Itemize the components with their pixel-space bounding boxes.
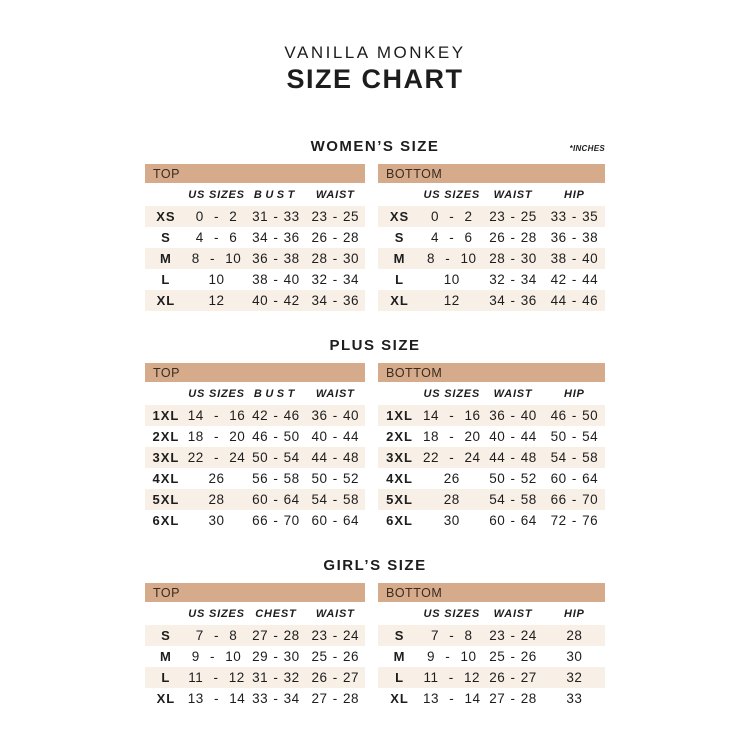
section-heading: PLUS SIZE <box>329 337 421 354</box>
table-title: TOP <box>153 365 180 380</box>
size-label: 5XL <box>386 492 413 507</box>
size-label: XS <box>389 209 410 224</box>
us-sizes-value: 22 - 24 <box>423 450 481 465</box>
table-row <box>378 625 605 646</box>
size-table-girls-top <box>145 583 365 709</box>
us-sizes-value: 28 <box>443 492 460 507</box>
size-label: 3XL <box>386 450 413 465</box>
table-body <box>378 206 605 311</box>
size-label: 1XL <box>386 408 413 423</box>
column-header: US SIZES <box>423 188 481 201</box>
column-header: WAIST <box>493 387 533 400</box>
table-title: BOTTOM <box>386 365 443 380</box>
measurement-value: 38 - 40 <box>252 272 300 287</box>
table-header-row <box>378 602 605 625</box>
tables-row <box>145 583 605 709</box>
measurement-value: 27 - 28 <box>252 628 300 643</box>
measurement-value: 34 - 36 <box>489 293 537 308</box>
section-heading-row <box>145 557 605 575</box>
measurement-value: 23 - 25 <box>311 209 360 224</box>
column-header: WAIST <box>493 607 533 620</box>
column-header: US SIZES <box>423 387 481 400</box>
size-table-plus-bottom <box>378 363 605 531</box>
column-header: CHEST <box>255 607 297 620</box>
size-label: M <box>393 251 406 266</box>
size-label: 6XL <box>386 513 413 528</box>
table-row <box>145 206 365 227</box>
measurement-value: 40 - 42 <box>252 293 300 308</box>
us-sizes-value: 9 - 10 <box>427 649 477 664</box>
size-label: S <box>394 230 405 245</box>
section-girls-size <box>145 557 605 709</box>
table-row <box>378 667 605 688</box>
table-title-bar <box>378 583 605 602</box>
table-row <box>378 269 605 290</box>
column-header: BUST <box>253 387 298 400</box>
size-label: 2XL <box>386 429 413 444</box>
measurement-value: 60 - 64 <box>489 513 537 528</box>
measurement-value: 28 - 30 <box>311 251 360 266</box>
size-label: L <box>161 670 171 685</box>
measurement-value: 27 - 28 <box>311 691 360 706</box>
table-header-row <box>145 183 365 206</box>
table-row <box>145 510 365 531</box>
us-sizes-value: 26 <box>443 471 460 486</box>
table-body <box>378 625 605 709</box>
measurement-value: 27 - 28 <box>489 691 537 706</box>
measurement-value: 44 - 46 <box>550 293 599 308</box>
column-header: US SIZES <box>188 188 245 201</box>
us-sizes-value: 22 - 24 <box>187 450 246 465</box>
us-sizes-value: 8 - 10 <box>191 251 242 266</box>
measurement-value: 32 - 34 <box>311 272 360 287</box>
measurement-value: 66 - 70 <box>550 492 599 507</box>
table-title-bar <box>145 363 365 382</box>
table-row <box>378 489 605 510</box>
table-title-bar <box>378 164 605 183</box>
column-header: HIP <box>563 387 585 400</box>
table-row <box>378 227 605 248</box>
measurement-value: 23 - 24 <box>489 628 537 643</box>
us-sizes-value: 10 <box>208 272 225 287</box>
size-label: L <box>395 670 405 685</box>
us-sizes-value: 4 - 6 <box>195 230 238 245</box>
brand-name: VANILLA MONKEY <box>284 43 466 62</box>
size-table-girls-bottom <box>378 583 605 709</box>
page-title: SIZE CHART <box>286 64 464 94</box>
table-row <box>378 468 605 489</box>
us-sizes-value: 26 <box>208 471 225 486</box>
column-header: WAIST <box>315 188 355 201</box>
measurement-value: 26 - 28 <box>311 230 360 245</box>
size-table-womens-top <box>145 164 365 311</box>
table-row <box>378 206 605 227</box>
column-header: WAIST <box>493 188 533 201</box>
table-title: BOTTOM <box>386 166 443 181</box>
measurement-value: 54 - 58 <box>550 450 599 465</box>
column-header: US SIZES <box>188 387 245 400</box>
table-row <box>378 447 605 468</box>
measurement-value: 72 - 76 <box>550 513 599 528</box>
measurement-value: 36 - 38 <box>252 251 300 266</box>
size-label: S <box>394 628 405 643</box>
measurement-value: 38 - 40 <box>550 251 599 266</box>
us-sizes-value: 18 - 20 <box>423 429 481 444</box>
measurement-value: 23 - 25 <box>489 209 537 224</box>
section-heading: GIRL’S SIZE <box>323 557 427 574</box>
size-label: 2XL <box>152 429 180 444</box>
size-label: S <box>161 628 171 643</box>
units-note: *INCHES <box>569 144 605 153</box>
size-table-plus-top <box>145 363 365 531</box>
size-label: M <box>159 649 172 664</box>
section-heading-row <box>145 138 605 156</box>
us-sizes-value: 28 <box>208 492 225 507</box>
table-row <box>378 688 605 709</box>
size-label: XL <box>156 293 176 308</box>
table-row <box>145 625 365 646</box>
column-header: US SIZES <box>188 607 245 620</box>
measurement-value: 31 - 32 <box>252 670 300 685</box>
table-row <box>145 269 365 290</box>
measurement-value: 40 - 44 <box>311 429 360 444</box>
measurement-value: 36 - 40 <box>311 408 360 423</box>
section-plus-size <box>145 337 605 531</box>
column-header: HIP <box>563 188 585 201</box>
column-header: US SIZES <box>423 607 481 620</box>
measurement-value: 54 - 58 <box>489 492 537 507</box>
us-sizes-value: 14 - 16 <box>187 408 246 423</box>
measurement-value: 40 - 44 <box>489 429 537 444</box>
measurement-value: 31 - 33 <box>252 209 300 224</box>
us-sizes-value: 13 - 14 <box>423 691 481 706</box>
measurement-value: 60 - 64 <box>252 492 300 507</box>
table-row <box>145 646 365 667</box>
size-label: 6XL <box>152 513 180 528</box>
table-body <box>145 405 365 531</box>
measurement-value: 44 - 48 <box>489 450 537 465</box>
measurement-value: 26 - 27 <box>489 670 537 685</box>
size-label: M <box>393 649 406 664</box>
tables-row <box>145 363 605 531</box>
measurement-value: 60 - 64 <box>311 513 360 528</box>
table-row <box>145 688 365 709</box>
us-sizes-value: 18 - 20 <box>187 429 246 444</box>
size-label: XS <box>156 209 176 224</box>
measurement-value: 33 - 35 <box>550 209 599 224</box>
table-title: TOP <box>153 585 180 600</box>
us-sizes-value: 10 <box>443 272 460 287</box>
table-row <box>378 426 605 447</box>
size-label: 4XL <box>386 471 413 486</box>
size-label: L <box>395 272 405 287</box>
us-sizes-value: 0 - 2 <box>431 209 473 224</box>
measurement-value: 30 <box>566 649 583 664</box>
table-row <box>145 405 365 426</box>
table-header-row <box>378 382 605 405</box>
measurement-value: 50 - 54 <box>550 429 599 444</box>
us-sizes-value: 13 - 14 <box>187 691 246 706</box>
table-row <box>145 248 365 269</box>
size-label: 1XL <box>152 408 180 423</box>
measurement-value: 42 - 46 <box>252 408 300 423</box>
measurement-value: 34 - 36 <box>311 293 360 308</box>
table-row <box>378 646 605 667</box>
us-sizes-value: 7 - 8 <box>195 628 238 643</box>
table-row <box>145 468 365 489</box>
table-row <box>378 248 605 269</box>
table-title: BOTTOM <box>386 585 443 600</box>
table-title-bar <box>378 363 605 382</box>
measurement-value: 44 - 48 <box>311 450 360 465</box>
table-header-row <box>145 382 365 405</box>
measurement-value: 50 - 52 <box>311 471 360 486</box>
measurement-value: 42 - 44 <box>550 272 599 287</box>
measurement-value: 26 - 27 <box>311 670 360 685</box>
table-title: TOP <box>153 166 180 181</box>
table-row <box>145 447 365 468</box>
us-sizes-value: 12 <box>443 293 460 308</box>
measurement-value: 36 - 40 <box>489 408 537 423</box>
measurement-value: 33 - 34 <box>252 691 300 706</box>
table-row <box>145 227 365 248</box>
size-table-womens-bottom <box>378 164 605 311</box>
measurement-value: 56 - 58 <box>252 471 300 486</box>
table-header-row <box>145 602 365 625</box>
measurement-value: 26 - 28 <box>489 230 537 245</box>
measurement-value: 23 - 24 <box>311 628 360 643</box>
table-header-row <box>378 183 605 206</box>
size-label: 4XL <box>152 471 180 486</box>
size-label: M <box>159 251 172 266</box>
us-sizes-value: 14 - 16 <box>423 408 481 423</box>
measurement-value: 29 - 30 <box>252 649 300 664</box>
measurement-value: 34 - 36 <box>252 230 300 245</box>
measurement-value: 32 <box>566 670 583 685</box>
table-row <box>145 426 365 447</box>
size-label: 3XL <box>152 450 180 465</box>
measurement-value: 25 - 26 <box>311 649 360 664</box>
column-header: WAIST <box>315 387 355 400</box>
measurement-value: 46 - 50 <box>252 429 300 444</box>
column-header: BUST <box>253 188 298 201</box>
table-body <box>145 206 365 311</box>
us-sizes-value: 11 - 12 <box>188 670 245 685</box>
table-row <box>378 510 605 531</box>
measurement-value: 28 - 30 <box>489 251 537 266</box>
size-label: S <box>161 230 171 245</box>
measurement-value: 32 - 34 <box>489 272 537 287</box>
measurement-value: 50 - 54 <box>252 450 300 465</box>
size-label: 5XL <box>152 492 180 507</box>
table-title-bar <box>145 164 365 183</box>
us-sizes-value: 30 <box>208 513 225 528</box>
measurement-value: 66 - 70 <box>252 513 300 528</box>
table-row <box>378 405 605 426</box>
measurement-value: 28 <box>566 628 583 643</box>
table-body <box>378 405 605 531</box>
measurement-value: 50 - 52 <box>489 471 537 486</box>
table-row <box>145 290 365 311</box>
size-label: XL <box>390 691 409 706</box>
section-heading-row <box>145 337 605 355</box>
section-heading: WOMEN’S SIZE <box>310 138 440 155</box>
us-sizes-value: 7 - 8 <box>431 628 473 643</box>
column-header: WAIST <box>315 607 355 620</box>
us-sizes-value: 9 - 10 <box>191 649 242 664</box>
us-sizes-value: 8 - 10 <box>427 251 477 266</box>
measurement-value: 36 - 38 <box>550 230 599 245</box>
measurement-value: 60 - 64 <box>550 471 599 486</box>
us-sizes-value: 0 - 2 <box>195 209 238 224</box>
us-sizes-value: 4 - 6 <box>431 230 473 245</box>
tables-row <box>145 164 605 311</box>
size-label: XL <box>156 691 176 706</box>
us-sizes-value: 30 <box>443 513 460 528</box>
measurement-value: 54 - 58 <box>311 492 360 507</box>
table-row <box>145 489 365 510</box>
table-row <box>378 290 605 311</box>
section-womens-size <box>145 138 605 311</box>
content-column <box>145 0 605 709</box>
size-label: L <box>161 272 171 287</box>
measurement-value: 46 - 50 <box>550 408 599 423</box>
measurement-value: 25 - 26 <box>489 649 537 664</box>
column-header: HIP <box>563 607 585 620</box>
table-row <box>145 667 365 688</box>
table-body <box>145 625 365 709</box>
measurement-value: 33 <box>566 691 583 706</box>
us-sizes-value: 12 <box>208 293 225 308</box>
us-sizes-value: 11 - 12 <box>423 670 481 685</box>
table-title-bar <box>145 583 365 602</box>
size-label: XL <box>390 293 409 308</box>
